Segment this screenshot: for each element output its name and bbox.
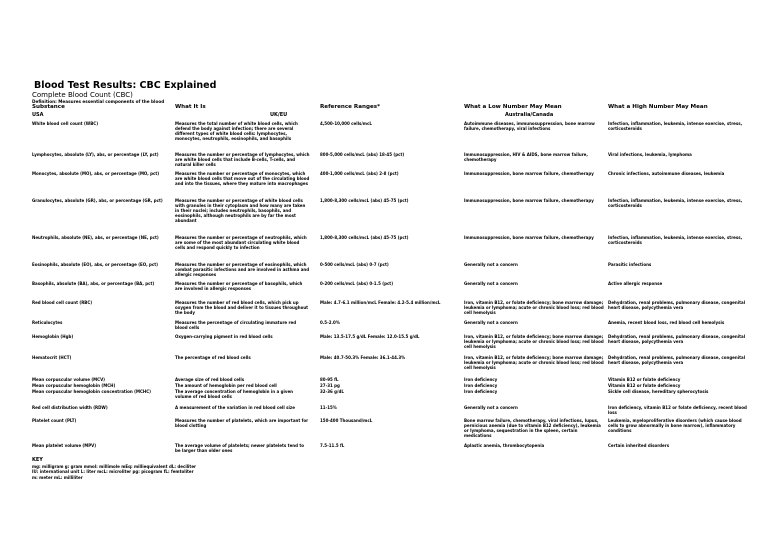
cell-what: The average volume of platelets; newer platelets tend to be larger than older ones xyxy=(175,443,305,453)
cell-substance: Granulocytes, absolute (GR), abs, or percentage (GR, pct) xyxy=(32,198,163,203)
header-high-number: What a High Number May Mean xyxy=(608,104,708,110)
cell-range: 80-95 fL xyxy=(320,377,339,382)
header-what-it-is: What It Is xyxy=(175,104,206,110)
cell-substance: Hemoglobin (Hgb) xyxy=(32,334,74,339)
cell-high: Viral infections, leukemia, lymphoma xyxy=(608,152,692,157)
cell-low: Generally not a concern xyxy=(464,262,518,267)
cell-high: Dehydration, renal problems, pulmonary disease, congenital heart disease, polycythemia vera xyxy=(608,355,746,365)
cell-high: Active allergic response xyxy=(608,281,663,286)
cell-high: Dehydration, renal problems, pulmonary disease, congenital heart disease, polycythemia vera xyxy=(608,334,746,344)
cell-low: Immunosuppression, bone marrow failure, chemotherapy xyxy=(464,171,594,176)
cell-what: A measurement of the variation in red blood cell size xyxy=(175,405,295,410)
document-title: Blood Test Results: CBC Explained xyxy=(34,80,217,91)
cell-range: 32-36 g/dL xyxy=(320,389,344,394)
cell-what: The average concentration of hemoglobin in a given volume of red blood cells xyxy=(175,389,294,399)
cell-high: Vitamin B12 or folate deficiency xyxy=(608,383,681,388)
header-low-region: Australia/Canada xyxy=(505,112,554,118)
cell-substance: Reticulocytes xyxy=(32,320,63,325)
cell-high: Certain inherited disorders xyxy=(608,443,670,448)
cell-high: Parasitic infections xyxy=(608,262,652,267)
cell-high: Dehydration, renal problems, pulmonary disease, congenital heart disease, polycythemia vera xyxy=(608,300,746,310)
key-line: mg: milligram g: gram mmol: millimole mEq: milliequivalent dL: deciliter xyxy=(32,463,197,469)
cell-high: Vitamin B12 or folate deficiency xyxy=(608,377,681,382)
cell-low: Aplastic anemia, thrombocytopenia xyxy=(464,443,545,448)
cell-low: Iron deficiency xyxy=(464,377,498,382)
cell-substance: Mean platelet volume (MPV) xyxy=(32,443,97,448)
cell-what: Measures the number or percentage of eosinophils, which combat parasitic infections and are involved in asthma and allergic responses xyxy=(175,262,310,277)
header-substance: Substance xyxy=(32,104,65,110)
cell-high: Anemia, recent blood loss, red blood cell hemolysis xyxy=(608,320,725,325)
header-substance-region: USA xyxy=(32,112,44,118)
cell-range: Male: 40.7-50.3% Female: 36.1-44.3% xyxy=(320,355,406,360)
cell-substance: Basophils, absolute (BA), abs, or percentage (BA, pct) xyxy=(32,281,155,286)
cell-high: Infection, inflammation, leukemia, intense exercise, stress, corticosteroids xyxy=(608,198,743,208)
cell-substance: Neutrophils, absolute (NE), abs, or percentage (NE, pct) xyxy=(32,235,159,240)
cell-range: 150-400 Thousand/mcL xyxy=(320,418,373,423)
cell-substance: White blood cell count (WBC) xyxy=(32,121,99,126)
cell-range: Male: 13.5-17.5 g/dL Female: 12.0-15.5 g/dL xyxy=(320,334,420,339)
cell-high: Infection, inflammation, leukemia, intense exercise, stress, corticosteroids xyxy=(608,235,743,245)
cell-substance: Platelet count (PLT) xyxy=(32,418,77,423)
cell-range: 7.5-11.5 fL xyxy=(320,443,345,448)
cell-what: Measures the number of red blood cells, which pick up oxygen from the blood and deliver it to tissues throughout the body xyxy=(175,300,309,315)
cell-range: 400-1,000 cells/mcL (abs) 2-8 (pct) xyxy=(320,171,399,176)
cell-substance: Red cell distribution width (RDW) xyxy=(32,405,108,410)
cell-high: Chronic infections, autoimmune diseases, leukemia xyxy=(608,171,725,176)
cell-what: Average size of red blood cells xyxy=(175,377,245,382)
cell-low: Autoimmune diseases, immunosuppression, bone marrow failure, chemotherapy, viral infections xyxy=(464,121,595,131)
cell-substance: Red blood cell count (RBC) xyxy=(32,300,93,305)
cell-low: Iron deficiency xyxy=(464,383,498,388)
cell-what: Measures the number or percentage of basophils, which are involved in allergic responses xyxy=(175,281,303,291)
cell-what: Measures the number or percentage of white blood cells with granules in their cytoplasm and how many are taken in their nuclei; includes neutrophils, basophils, and eosinophils, although neutrophils are by far the most abundant xyxy=(175,198,306,223)
header-reference-ranges: Reference Ranges* xyxy=(320,104,381,110)
cell-what: The percentage of red blood cells xyxy=(175,355,251,360)
cell-range: 0-500 cells/mcL (abs) 0-7 (pct) xyxy=(320,262,389,267)
header-low-number: What a Low Number May Mean xyxy=(464,104,562,110)
cell-range: 27-31 pg xyxy=(320,383,340,388)
cell-what: Measures the number or percentage of neutrophils, which are some of the most abundant circulating white blood cells and respond quickly to infection xyxy=(175,235,307,250)
document-subtitle: Complete Blood Count (CBC) xyxy=(32,91,133,99)
cell-range: 0.5-2.0% xyxy=(320,320,340,325)
cell-what: The amount of hemoglobin per red blood cell xyxy=(175,383,277,388)
cell-low: Iron, vitamin B12, or folate deficiency; bone marrow damage; leukemia or lymphoma; acute or chronic blood loss; red blood cell hemolysis xyxy=(464,355,604,370)
cell-low: Iron, vitamin B12, or folate deficiency; bone marrow damage; leukemia or lymphoma; acute or chronic blood loss; red blood cell hemolysis xyxy=(464,300,604,315)
key-title: KEY xyxy=(32,457,43,463)
cell-substance: Lymphocytes, absolute (LY), abs, or percentage (LY, pct) xyxy=(32,152,159,157)
cell-substance: Mean corpuscular hemoglobin concentration (MCHC) xyxy=(32,389,152,394)
cell-high: Iron deficiency, vitamin B12 or folate deficiency, recent blood loss xyxy=(608,405,747,415)
cell-what: Measures the total number of white blood cells, which defend the body against infection; there are several different types of white blood cells: lymphocytes, monocytes, neutrophils, eosinophils, and basophils xyxy=(175,121,298,141)
cell-substance: Mean corpuscular volume (MCV) xyxy=(32,377,105,382)
cell-low: Immunosuppression, bone marrow failure, chemotherapy xyxy=(464,235,594,240)
cell-low: Immunosuppression, HIV & AIDS, bone marrow failure, chemotherapy xyxy=(464,152,588,162)
cell-what: Measures the number or percentage of lymphocytes, which are white blood cells that include B-cells, T-cells, and natural killer cells xyxy=(175,152,310,167)
cell-low: Generally not a concern xyxy=(464,405,518,410)
cell-low: Generally not a concern xyxy=(464,320,518,325)
cell-high: Leukemia, myeloproliferative disorders (which cause blood cells to grow abnormally in bone marrow), inflammatory conditions xyxy=(608,418,742,433)
cell-high: Sickle cell disease, hereditary spherocytosis xyxy=(608,389,709,394)
cell-range: 0-200 cells/mcL (abs) 0-1.5 (pct) xyxy=(320,281,394,286)
cell-what: Oxygen-carrying pigment in red blood cells xyxy=(175,334,273,339)
cell-low: Iron deficiency xyxy=(464,389,498,394)
cell-low: Iron, vitamin B12, or folate deficiency; bone marrow damage; leukemia or lymphoma; acute or chronic blood loss; red blood cell hemolysis xyxy=(464,334,604,349)
cell-range: 4,500-10,000 cells/mcL xyxy=(320,121,372,126)
units-key xyxy=(32,458,196,480)
key-line: IU: international unit L: liter mcL: microliter pg: picogram fL: femtoliter xyxy=(32,469,194,474)
cell-substance: Eosinophils, absolute (EO), abs, or percentage (EO, pct) xyxy=(32,262,158,267)
key-line: m: meter mL: milliliter xyxy=(32,474,83,480)
cell-range: 11-15% xyxy=(320,405,337,410)
cell-substance: Mean corpuscular hemoglobin (MCH) xyxy=(32,383,116,388)
cell-range: Male: 4.7-6.1 million/mcL Female: 4.2-5.4 million/mcL xyxy=(320,300,441,305)
cell-low: Immunosuppression, bone marrow failure, chemotherapy xyxy=(464,198,594,203)
cell-low: Generally not a concern xyxy=(464,281,518,286)
cell-range: 1,800-8,300 cells/mcL (abs) 45-75 (pct) xyxy=(320,198,409,203)
cell-high: Infection, inflammation, leukemia, intense exercise, stress, corticosteroids xyxy=(608,121,743,131)
cell-what: Measures the percentage of circulating immature red blood cells xyxy=(175,320,297,330)
cell-range: 1,800-8,300 cells/mcL (abs) 45-75 (pct) xyxy=(320,235,409,240)
cell-what: Measures the number of platelets, which are important for blood clotting xyxy=(175,418,309,428)
definition-text: Definition: Measures essential components of the blood xyxy=(32,99,165,104)
cell-range: 800-5,000 cells/mcL (abs) 18-45 (pct) xyxy=(320,152,405,157)
cell-substance: Hematocrit (HCT) xyxy=(32,355,72,360)
cell-low: Bone marrow failure, chemotherapy, viral infections, lupus, pernicious anemia (due to vitamin B12 deficiency), leukemia or lymphoma, sequestration in the spleen, certain medications xyxy=(464,418,601,438)
header-what-region: UK/EU xyxy=(270,112,288,118)
cell-substance: Monocytes, absolute (MO), abs, or percentage (MO, pct) xyxy=(32,171,160,176)
cell-what: Measures the number or percentage of monocytes, which are white blood cells that move out of the circulating blood and into the tissues, where they mature into macrophages xyxy=(175,171,310,186)
